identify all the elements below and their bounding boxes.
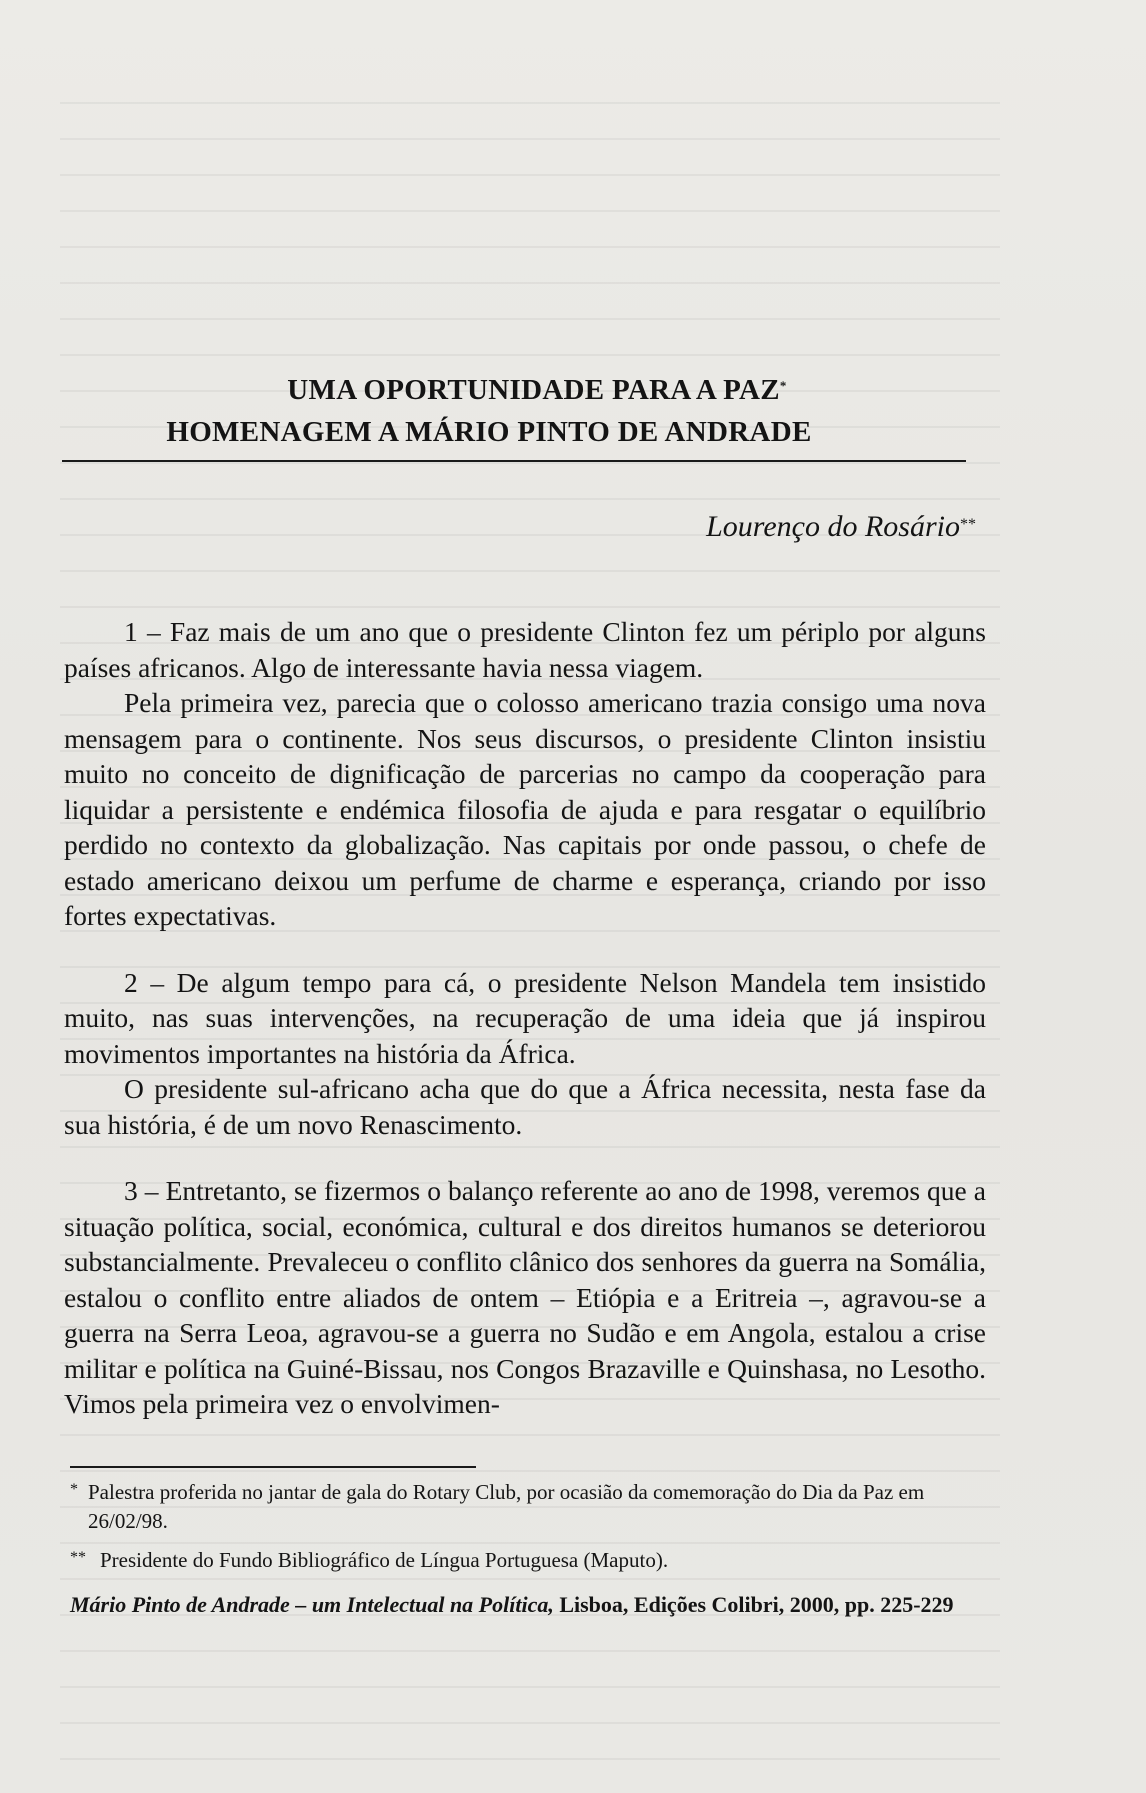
- article-title: [62, 370, 966, 454]
- footnote: [70, 1478, 994, 1536]
- source-citation: [70, 1590, 1000, 1620]
- title-line-1: [108, 370, 966, 410]
- paragraph: 2 – De algum tempo para cá, o presidente Nelson Mandela tem insistido muito, nas suas intervenções, na recuperação de uma ideia que já inspirou movimentos importantes na história da África.: [64, 966, 986, 1069]
- citation-work: Mário Pinto de Andrade – um Intelectual na Política,: [70, 1592, 554, 1617]
- footnote-divider: [70, 1466, 476, 1468]
- author-footnote-mark: **: [960, 516, 976, 533]
- footnotes: [70, 1478, 994, 1575]
- footnote-mark: **: [70, 1549, 86, 1566]
- author-name: Lourenço do Rosário: [706, 510, 960, 543]
- author-byline: [706, 510, 976, 544]
- footnote-mark: *: [70, 1481, 78, 1498]
- title-footnote-mark: *: [779, 378, 787, 393]
- title-divider: [62, 460, 966, 462]
- paragraph: O presidente sul-africano acha que do que a África necessita, nesta fase da sua história, é de um novo Renascimento.: [64, 1073, 986, 1140]
- citation-publisher: Lisboa, Edições Colibri, 2000, pp. 225-229: [553, 1592, 954, 1617]
- footnote: [70, 1546, 994, 1575]
- paragraph: 3 – Entretanto, se fizermos o balanço referente ao ano de 1998, veremos que a situação política, social, económica, cultural e dos direitos humanos se deteriorou substancialmente. Prevaleceu o conflito clânico dos senhores da guerra na Somália, estalou o conflito entre aliados de ontem – Etiópia e a Eritreia –, agravou-se a guerra na Serra Leoa, agravou-se a guerra no Sudão e em Angola, estalou a crise militar e política na Guiné-Bissau, nos Congos Brazaville e Quinshasa, no Lesotho. Vimos pela primeira vez o envolvimen-: [64, 1175, 986, 1419]
- paragraph: 1 – Faz mais de um ano que o presidente Clinton fez um périplo por alguns países africanos. Algo de interessante havia nessa viagem.: [64, 616, 986, 683]
- title-text-1: UMA OPORTUNIDADE PARA A PAZ: [287, 374, 780, 406]
- footnote-text: Palestra proferida no jantar de gala do Rotary Club, por ocasião da comemoração do Dia da Paz em 26/02/98.: [88, 1480, 925, 1533]
- paragraph: Pela primeira vez, parecia que o colosso americano trazia consigo uma nova mensagem para o continente. Nos seus discursos, o presidente Clinton insistiu muito no conceito de dignificação de parcerias no campo da cooperação para liquidar a persistente e endémica filosofia de ajuda e para resgatar o equilíbrio perdido no contexto da globalização. Nas capitais por onde passou, o chefe de estado americano deixou um perfume de charme e esperança, criando por isso fortes expectativas.: [64, 687, 986, 931]
- title-line-2: HOMENAGEM A MÁRIO PINTO DE ANDRADE: [166, 416, 812, 448]
- footnote-text: Presidente do Fundo Bibliográfico de Língua Portuguesa (Maputo).: [100, 1548, 669, 1572]
- article-body: [64, 614, 986, 1422]
